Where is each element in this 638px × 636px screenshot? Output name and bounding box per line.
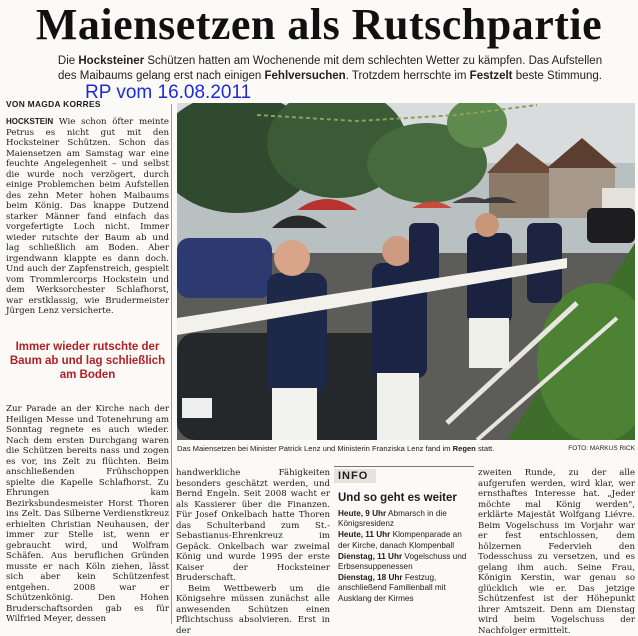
- lead-text: beste Stimmung.: [513, 70, 602, 82]
- info-item-text: Abmarsch in die Königsresidenz: [338, 509, 447, 528]
- photo-credit: FOTO: MARKUS RICK: [568, 444, 635, 454]
- article-photo: [177, 103, 635, 440]
- date-stamp: RP vom 16.08.2011: [85, 82, 251, 104]
- column-divider: [171, 104, 172, 624]
- lead-text: Schützen hatten am Wochenende mit dem schlechten Wetter zu kämpfen. Das Aufstellen des Maibaums gelang erst nach einigen: [58, 55, 602, 82]
- info-title: Und so geht es weiter: [338, 492, 457, 504]
- caption-text: [177, 444, 494, 453]
- caption-fragment: Das Maiensetzen bei Minister Patrick Lenz und Ministerin Franziska Lenz fand im: [177, 444, 453, 453]
- article-column-4: zweiten Runde, zu der alle aufgerufen werden, wird klar, wer ernsthaftes Interesse hat. „Jeder möchte mal König werden", erklärte Majestät Wolfgang Liévre. Beim Vogelschuss im Vorjahr war er fest entschlossen, dem hölzernen Federvieh den Todesschuss zu versetzen, und es gelang ihm auch. Seine Frau, Königin Kerstin, war genau so glücklich wie er. Das jetzige Schützenfest ist der Höhepunkt ihrer Amtszeit. Denn am Dienstag wird beim Vogelschuss der Nachfolger ermittelt.: [478, 468, 635, 636]
- info-item-time: Dienstag, 11 Uhr: [338, 552, 402, 561]
- info-item-text: Vogelschuss und Erbsensuppenessen: [338, 552, 466, 571]
- info-item: [338, 573, 472, 604]
- photo-illustration: [177, 103, 635, 440]
- caption-fragment: statt.: [476, 444, 495, 453]
- info-item: [338, 530, 472, 550]
- info-item: [338, 509, 472, 529]
- dateline: HOCKSTEIN: [6, 117, 53, 126]
- info-list: [338, 509, 472, 605]
- lead-keyword: Festzelt: [470, 70, 513, 82]
- info-tag: INFO: [334, 469, 376, 483]
- lead-paragraph: [50, 54, 610, 84]
- photo-caption: [177, 444, 635, 454]
- info-box: [334, 466, 474, 625]
- article-column-1: [6, 117, 169, 317]
- lead-text: . Trotzdem herrschte im: [346, 70, 470, 82]
- article-column-2: [176, 468, 330, 636]
- info-item-time: Heute, 11 Uhr: [338, 530, 390, 539]
- headline: Maiensetzen als Rutschpartie: [0, 2, 638, 48]
- info-item-time: Heute, 9 Uhr: [338, 509, 386, 518]
- article-column-1b: Zur Parade an der Kirche nach der Heiligen Messe und Totenehrung am Sonntag regnete es auch wieder. Nach dem ersten Durchgang waren die Schützen bereits nass und zogen es vor, ins Zelt zu flüchten. Beim anschließenden Frühschoppen spielte die Kapelle Schlafhorst. Zu Ehrungen kam Bezirksbundesmeister Horst Thoren ins Zelt. Das Silberne Verdienstkreuz erhielten Christian Neuhausen, der immer zur Stelle ist, wenn er gebraucht wird, und Wolfram Schäfen. Aus beruflichen Gründen musste er nach Köln ziehen, lässt sich aber kein Schützenfest entgehen. 2008 war er Schützenkönig. Den Hohen Bruderschaftsorden gab es für Wilfried Meyer, dessen: [6, 404, 169, 625]
- info-item: [338, 552, 472, 572]
- caption-keyword: Regen: [453, 444, 476, 453]
- lead-keyword: Fehlversuchen: [265, 70, 346, 82]
- lead-text: Die: [58, 55, 78, 67]
- lead-keyword: Hocksteiner: [78, 55, 144, 67]
- column-2-text-b: Beim Wettbewerb um die Königsehre müssen zunächst alle anwesenden Schützen einen Pflichtschuss absolvieren. Erst in der: [176, 584, 330, 636]
- pull-quote: Immer wieder rutschte der Baum ab und lag schließlich am Boden: [6, 340, 169, 382]
- info-item-text: Festzug, anschließend Familienball mit Ausklang der Kirmes: [338, 573, 446, 602]
- info-item-time: Dienstag, 18 Uhr: [338, 573, 403, 582]
- info-item-text: Klompenparade an der Kirche, danach Klompenball: [338, 530, 462, 549]
- author-byline: VON MAGDA KORRES: [6, 99, 101, 109]
- column-1-text: Wie schon öfter meinte Petrus es nicht gut mit den Hocksteiner Schützen. Schon das Maiensetzen am Samstag war eine feuchte Angelegenheit – und selbst die wurde noch verzögert, durch einige Problemchen beim Aufstellen des zehn Meter hohen Maibaums beim König. Das knappe Dutzend starker Männer fand einfach das vorgefertigte Loch nicht. Immer wieder rutschte der Baum ab und lag schließlich am Boden. Aber irgendwann klappte es dann doch. Und auch der Zapfenstreich, gespielt vom Trommlercorps Hockstein und dem Werksorchester Schlafhorst, war erstklassig, wie Brudermeister Jürgen Lenz versicherte.: [6, 117, 169, 316]
- column-2-text: handwerkliche Fähigkeiten besonders geschätzt werden, und Bernd Engeln. Seit 2008 wacht er als Kassierer über die Finanzen. Für Josef Onkelbach hatte Thoren das Schulterband zum St.-Sebastianus-Ehrenkreuz im Gepäck. Onkelbach war zweimal König und wurde 1995 der erste Kaiser der Hocksteiner Bruderschaft.: [176, 468, 330, 584]
